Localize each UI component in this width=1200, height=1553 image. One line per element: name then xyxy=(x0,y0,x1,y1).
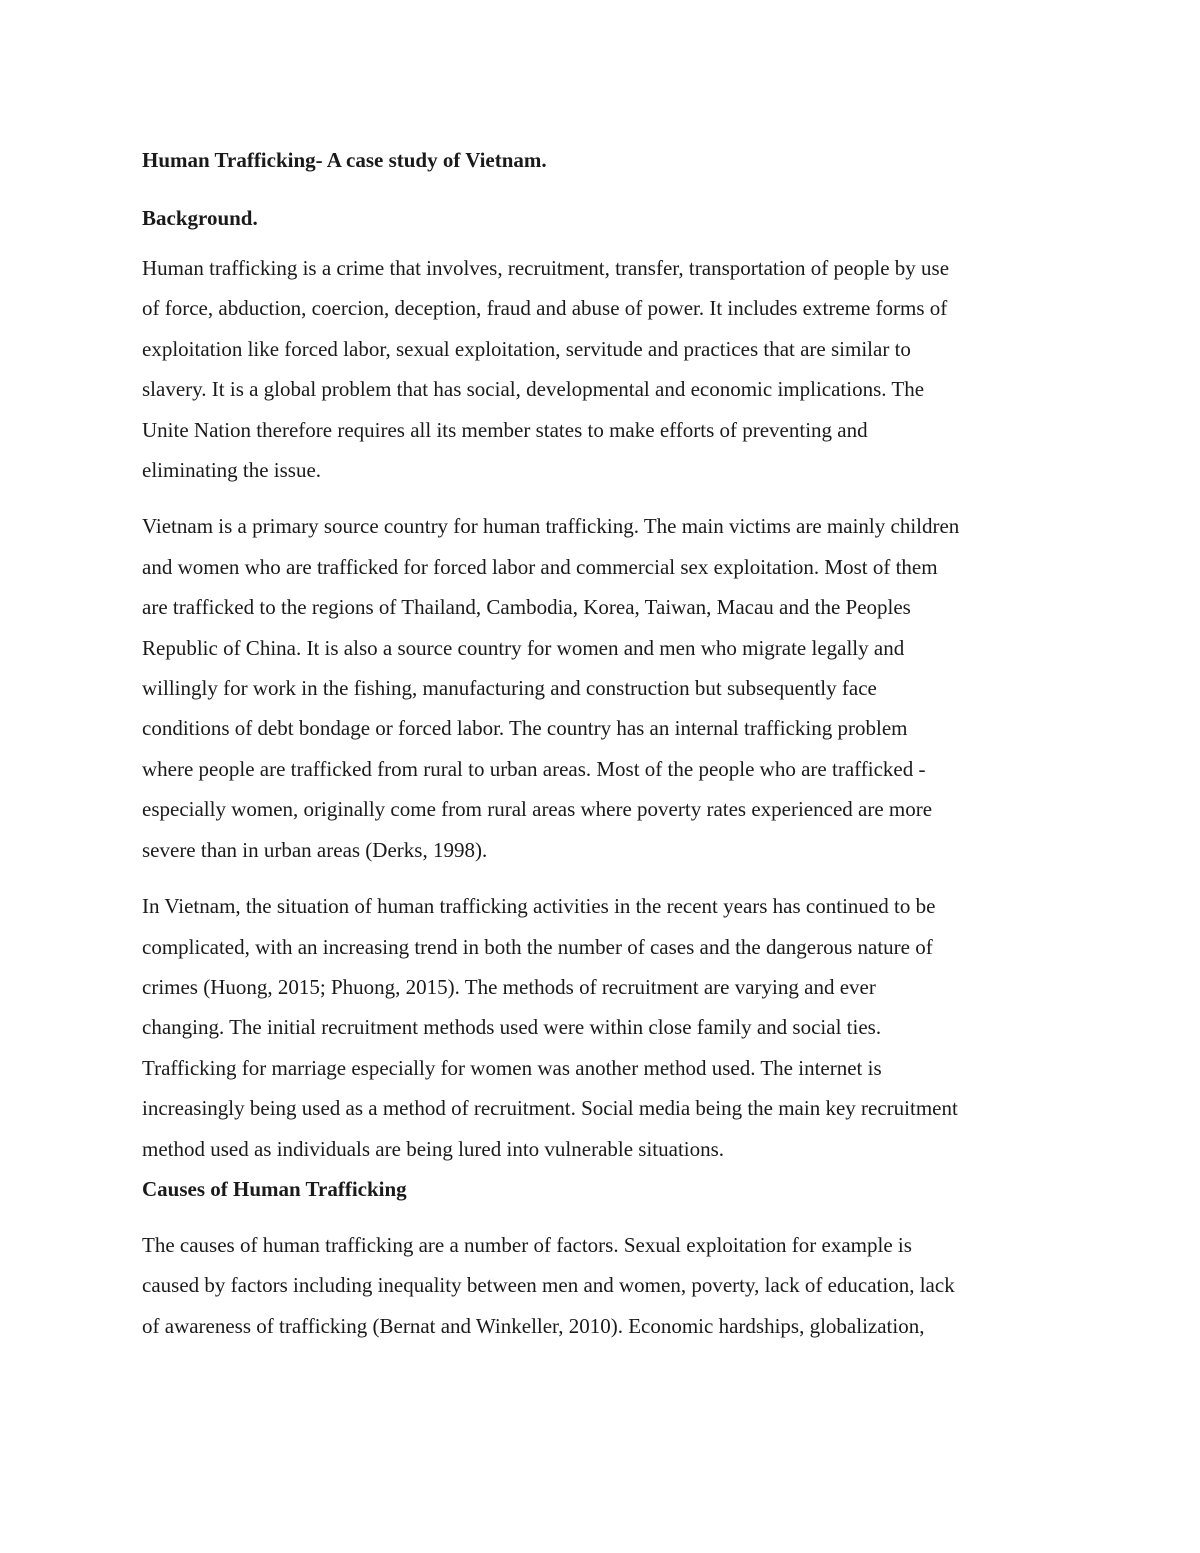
causes-heading: Causes of Human Trafficking xyxy=(142,1176,407,1201)
text-line: are trafficked to the regions of Thailand, Cambodia, Korea, Taiwan, Macau and the Peoples xyxy=(142,595,911,620)
text-line: slavery. It is a global problem that has social, developmental and economic implications. The xyxy=(142,377,925,402)
text-line: In Vietnam, the situation of human trafficking activities in the recent years has continued to be xyxy=(142,894,936,919)
text-line: exploitation like forced labor, sexual exploitation, servitude and practices that are similar to xyxy=(142,336,911,361)
background-heading: Background. xyxy=(142,206,258,230)
background-paragraph-3 xyxy=(142,886,1060,1169)
document-title: Human Trafficking- A case study of Vietnam. xyxy=(142,148,547,172)
text-line: Human trafficking is a crime that involves, recruitment, transfer, transportation of people by use xyxy=(142,256,950,280)
text-line: increasingly being used as a method of recruitment. Social media being the main key recruitment xyxy=(142,1096,958,1121)
text-line: where people are trafficked from rural to urban areas. Most of the people who are trafficked - xyxy=(142,756,926,781)
text-line: Republic of China. It is also a source country for women and men who migrate legally and xyxy=(142,635,905,660)
text-line: crimes (Huong, 2015; Phuong, 2015). The methods of recruitment are varying and ever xyxy=(142,974,876,999)
text-line: and women who are trafficked for forced labor and commercial sex exploitation. Most of them xyxy=(142,554,938,579)
text-line: of awareness of trafficking (Bernat and Winkeller, 2010). Economic hardships, globalization, xyxy=(142,1313,925,1338)
text-line: caused by factors including inequality between men and women, poverty, lack of education, lack xyxy=(142,1273,955,1298)
background-paragraph-1 xyxy=(142,248,1060,490)
document-page xyxy=(142,140,1060,1362)
text-line: severe than in urban areas (Derks, 1998). xyxy=(142,837,488,862)
text-line: willingly for work in the fishing, manufacturing and construction but subsequently face xyxy=(142,676,877,701)
text-line: method used as individuals are being lured into vulnerable situations. xyxy=(142,1136,725,1161)
text-line: Unite Nation therefore requires all its member states to make efforts of preventing and xyxy=(142,417,868,442)
text-line: complicated, with an increasing trend in both the number of cases and the dangerous nature of xyxy=(142,934,933,959)
text-line: changing. The initial recruitment methods used were within close family and social ties. xyxy=(142,1015,882,1040)
text-line: Vietnam is a primary source country for human trafficking. The main victims are mainly children xyxy=(142,514,960,539)
text-line: eliminating the issue. xyxy=(142,458,322,483)
text-line: The causes of human trafficking are a number of factors. Sexual exploitation for example is xyxy=(142,1232,912,1257)
text-line: of force, abduction, coercion, deception, fraud and abuse of power. It includes extreme forms of xyxy=(142,296,948,321)
text-line: Trafficking for marriage especially for women was another method used. The internet is xyxy=(142,1055,882,1080)
causes-paragraph-1 xyxy=(142,1225,1060,1346)
text-line: especially women, originally come from rural areas where poverty rates experienced are more xyxy=(142,797,933,822)
text-line: conditions of debt bondage or forced labor. The country has an internal trafficking problem xyxy=(142,716,908,741)
background-paragraph-2 xyxy=(142,506,1060,870)
